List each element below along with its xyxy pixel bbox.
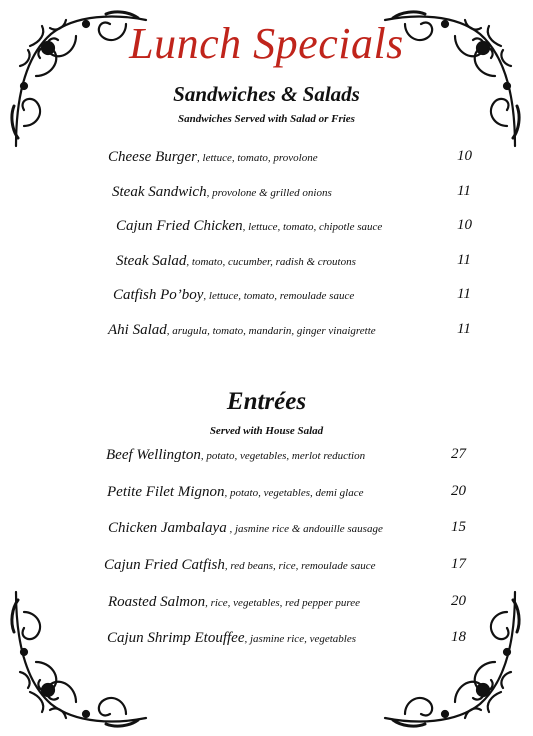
menu-item-desc: , lettuce, tomato, remoulade sauce: [203, 290, 355, 302]
menu-item-name: Beef Wellington: [106, 447, 201, 463]
menu-item-name: Steak Sandwich: [112, 184, 207, 200]
section-subheading-entrees: Served with House Salad: [209, 425, 324, 437]
menu-item: [113, 286, 354, 304]
menu-item: [107, 629, 356, 647]
menu-item-desc: , arugula, tomato, mandarin, ginger vinaigrette: [166, 325, 376, 337]
menu-item-desc: , jasmine rice, vegetables: [244, 633, 356, 645]
section-heading-entrees: Entrées: [226, 388, 307, 415]
corner-ornament-bottom-right: [375, 582, 525, 732]
menu-item-name: Cajun Fried Catfish: [104, 557, 225, 573]
menu-item-name: Catfish Po’boy: [113, 287, 204, 303]
menu-item: [116, 217, 382, 235]
menu-item: [112, 183, 332, 201]
menu-item-price: 18: [451, 629, 466, 645]
menu-item-name: Cajun Shrimp Etouffee: [107, 630, 245, 646]
menu-item-price: 11: [457, 183, 471, 199]
menu-item-name: Ahi Salad: [108, 322, 167, 338]
menu-item: [107, 483, 363, 501]
menu-item: [108, 593, 360, 611]
menu-item: [108, 519, 383, 537]
menu-item-desc: , provolone & grilled onions: [206, 187, 332, 199]
section-heading-sandwiches: Sandwiches & Salads: [173, 82, 360, 106]
menu-item: [108, 148, 318, 166]
menu-item-price: 15: [451, 519, 466, 535]
menu-item: [116, 252, 356, 270]
menu-item-price: 17: [451, 556, 466, 572]
menu-item-desc: , lettuce, tomato, provolone: [197, 152, 318, 164]
menu-item-desc: , potato, vegetables, merlot reduction: [200, 450, 366, 462]
menu-item-price: 11: [457, 321, 471, 337]
menu-item: [106, 446, 365, 464]
menu-item-name: Steak Salad: [116, 253, 187, 269]
page-title: Lunch Specials: [129, 19, 404, 68]
menu-item: [104, 556, 376, 574]
menu-item-name: Chicken Jambalaya: [108, 520, 227, 536]
section-subheading-sandwiches: Sandwiches Served with Salad or Fries: [178, 113, 355, 125]
menu-item-price: 20: [451, 483, 466, 499]
menu-item-name: Petite Filet Mignon: [107, 484, 225, 500]
menu-item-price: 27: [451, 446, 466, 462]
menu-item-price: 10: [457, 217, 472, 233]
menu-item-desc: , lettuce, tomato, chipotle sauce: [242, 221, 383, 233]
menu-item-price: 11: [457, 286, 471, 302]
menu-item-desc: , tomato, cucumber, radish & croutons: [186, 256, 356, 268]
menu-item-name: Cajun Fried Chicken: [116, 218, 243, 234]
menu-item-desc: , rice, vegetables, red pepper puree: [205, 597, 361, 609]
menu-item-price: 20: [451, 593, 466, 609]
menu-item-name: Roasted Salmon: [108, 594, 206, 610]
menu-item-desc: , red beans, rice, remoulade sauce: [224, 560, 376, 572]
menu-item-price: 10: [457, 148, 472, 164]
menu-item-name: Cheese Burger: [108, 149, 198, 165]
menu-item-desc: , potato, vegetables, demi glace: [224, 487, 364, 499]
menu-item-desc: , jasmine rice & andouille sausage: [226, 523, 383, 535]
menu-item: [108, 321, 376, 339]
menu-item-price: 11: [457, 252, 471, 268]
